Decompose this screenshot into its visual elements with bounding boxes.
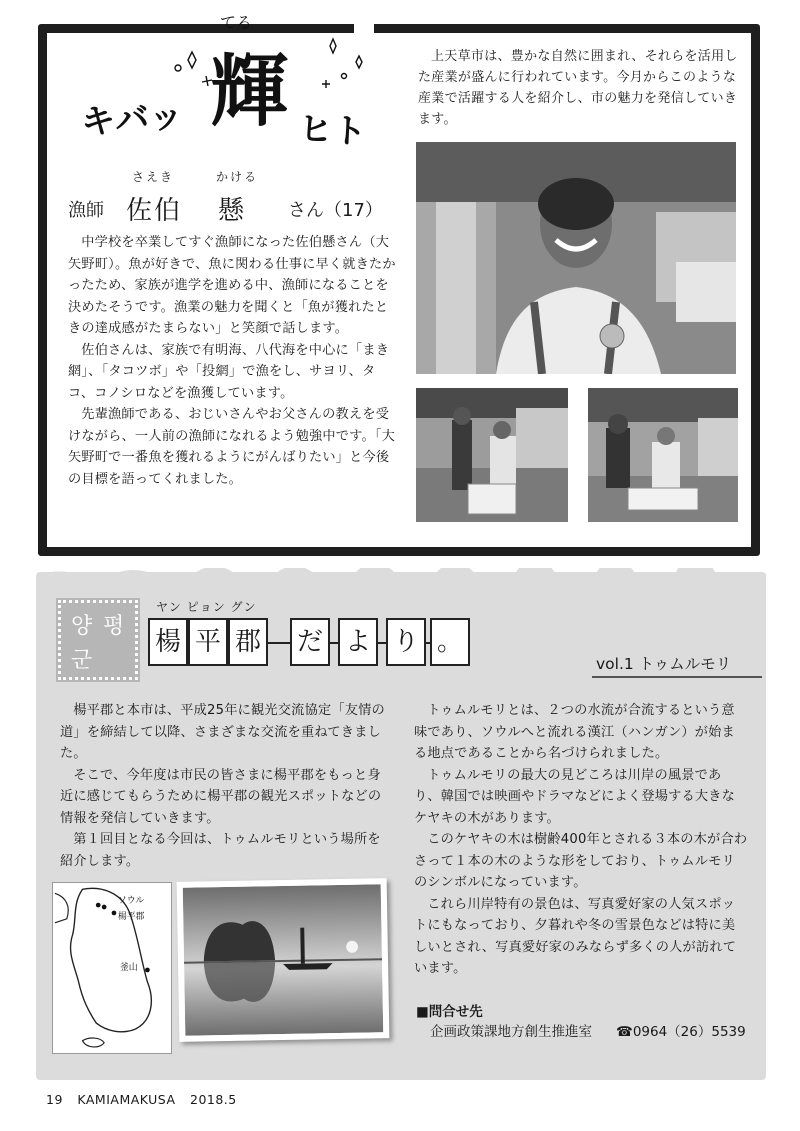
article-paragraph: トゥムルモリとは、２つの水流が合流するという意味であり、ソウルへと流れる漢江（ハンガン）が始まる地点であることから名づけられました。 [414, 703, 735, 761]
surname-ruby: さえき [132, 170, 175, 184]
title-char: り [386, 618, 426, 666]
magazine-name: KAMIAMAKUSA [77, 1092, 176, 1107]
title-char: 。 [430, 618, 470, 666]
feature-bio [68, 232, 396, 490]
stamp-char: 군 [71, 648, 93, 673]
kibatteru-hito-logo [60, 6, 370, 166]
article-paragraph: これら川岸特有の景色は、写真愛好家の人気スポットにもなっており、夕暮れや冬の雪景色などは特に美しいとされ、写真愛好家のみならず多くの人が訪れています。 [414, 896, 737, 976]
divider [592, 676, 762, 678]
title-char: よ [338, 618, 378, 666]
surname: 佐伯 [126, 196, 183, 226]
bio-paragraph: 先輩漁師である、おじいさんやお父さんの教えを受けながら、一人前の漁師になれるよう勉強中です。「大矢野町で一番魚を獲れるようにがんばりたい」と今後の目標を語ってくれました。 [68, 407, 396, 487]
dumulmeori-lake-photo [177, 878, 390, 1042]
logo-ruby: てる [220, 13, 253, 32]
given-ruby: かける [216, 170, 259, 184]
title-char: 楊 [148, 618, 188, 666]
title-char: だ [290, 618, 330, 666]
fishermen-work-photo-2 [588, 388, 738, 522]
korea-map [52, 882, 172, 1054]
role-label: 漁師 [68, 200, 104, 221]
svg-text:キバッ: キバッ [79, 95, 185, 143]
contact-heading: ■問合せ先 [416, 1004, 483, 1020]
page-number: 19 [46, 1092, 63, 1107]
stamp-char: 양 [71, 614, 93, 639]
article-right-column [414, 700, 748, 980]
article-paragraph: トゥムルモリの最大の見どころは川岸の風景であり、韓国では映画やドラマなどによく登場する大きなケヤキの木があります。 [414, 767, 736, 826]
volume-label: vol.1 トゥムルモリ [596, 655, 732, 673]
page-footer [46, 1092, 247, 1107]
title-char: 郡 [228, 618, 268, 666]
feature-intro: 上天草市は、豊かな自然に囲まれ、それらを活用した産業が盛んに行われています。今月からこのような産業で活躍する人を紹介し、市の魅力を発信していきます。 [418, 49, 738, 127]
article-paragraph: そこで、今年度は市民の皆さまに楊平郡をもっと身近に感じてもらうために楊平郡の観光スポットなどの情報を発信していきます。 [60, 767, 382, 826]
map-label-busan: 釜山 [119, 962, 138, 973]
portrait-photo [416, 142, 736, 374]
given-name: 懸 [218, 196, 247, 226]
article-paragraph: このケヤキの木は樹齢400年とされる３本の木が合わさって１本の木のような形をしており、トゥムルモリのシンボルになっています。 [414, 832, 748, 890]
fishermen-work-photo-1 [416, 388, 568, 522]
stamp-char: 평 [103, 614, 125, 639]
map-label-yangpyeong: 楊平郡 [117, 911, 145, 922]
person-name-line [68, 168, 408, 224]
bio-paragraph: 中学校を卒業してすぐ漁師になった佐伯懸さん（大矢野町）。魚が好きで、魚に関わる仕事に早く就きたかったため、家族が進学を進める中、漁師になることを決めたそうです。漁業の魅力を聞くと「魚が獲れたときの達成感がたまらない」と笑顔で話します。 [68, 235, 396, 336]
article-paragraph: 楊平郡と本市は、平成25年に観光交流協定「友情の道」を締結して以降、さまざまな交流を重ねてきました。 [60, 703, 385, 761]
contact-department: 企画政策課地方創生推進室 [430, 1024, 592, 1040]
article-left-column [60, 700, 394, 872]
bio-paragraph: 佐伯さんは、家族で有明海、八代海を中心に「まき網」、「タコツボ」や「投網」で漁をし、サヨリ、タコ、コノシロなどを漁獲しています。 [68, 342, 390, 401]
map-label-seoul: ソウル [117, 896, 145, 907]
korean-stamp [58, 600, 138, 680]
name-suffix: さん（17） [288, 200, 383, 221]
title-char: 平 [188, 618, 228, 666]
contact-phone: ☎0964（26）5539 [616, 1024, 746, 1040]
svg-text:ヒト: ヒト [297, 109, 368, 153]
svg-text:輝: 輝 [210, 46, 289, 137]
title-ruby: ヤン ピョン グン [156, 600, 257, 614]
issue-date: 2018.5 [190, 1092, 237, 1107]
article-paragraph: 第１回目となる今回は、トゥムルモリという場所を紹介します。 [60, 832, 381, 869]
